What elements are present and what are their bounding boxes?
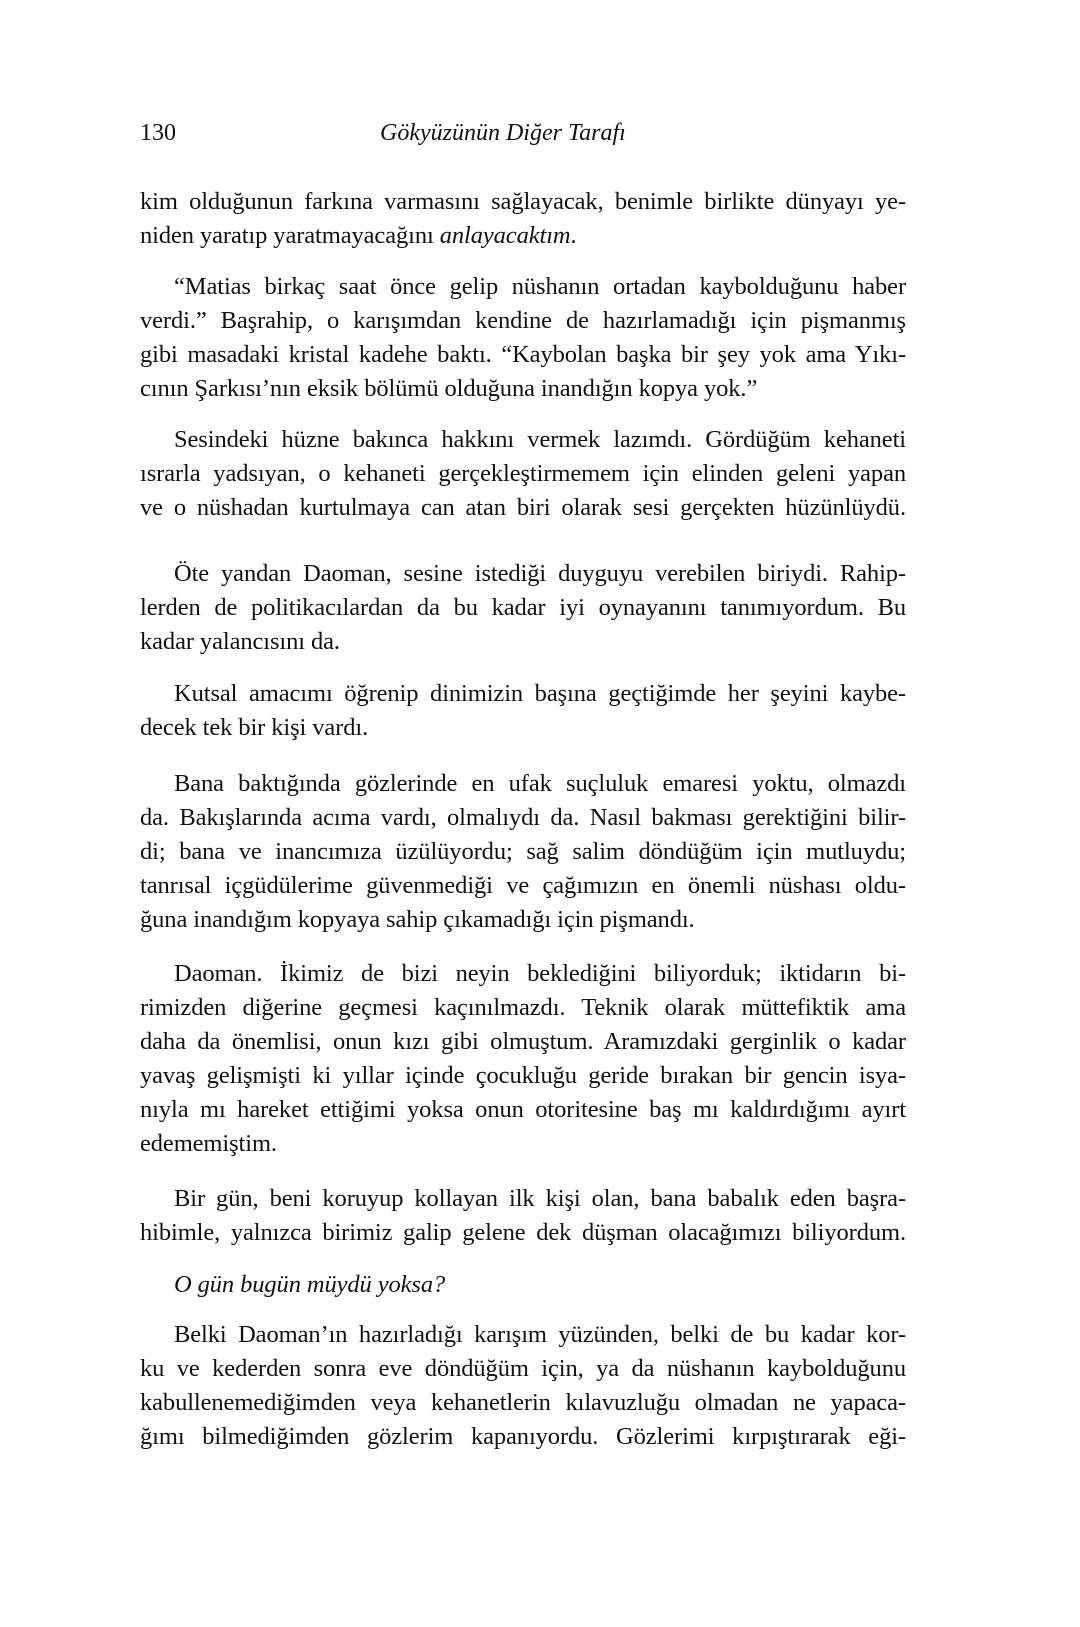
text-line: daha da önemlisi, onun kızı gibi olmuştum. Aramızdaki gerginlik o kadar	[140, 1028, 906, 1055]
text-line: Öte yandan Daoman, sesine istediği duyguyu verebilen biriydi. Rahip-	[174, 560, 906, 587]
running-header	[140, 113, 900, 153]
text-line: Daoman. İkimiz de bizi neyin beklediğini biliyorduk; iktidarın bi-	[174, 960, 906, 987]
text-line: Belki Daoman’ın hazırladığı karışım yüzünden, belki de bu kadar kor-	[174, 1321, 906, 1348]
text-line: verdi.” Başrahip, o karışımdan kendine de hazırlamadığı için pişmanmış	[140, 307, 906, 334]
text-line: lerden de politikacılardan da bu kadar iyi oynayanını tanımıyordum. Bu	[140, 594, 906, 621]
text-line: di; bana ve inancımıza üzülüyordu; sağ salim döndüğüm için mutluydu;	[140, 838, 906, 865]
text-line: edememiştim.	[140, 1130, 277, 1157]
italic-line: O gün bugün müydü yoksa?	[174, 1271, 446, 1298]
page-number: 130	[140, 120, 176, 146]
text-line: kim olduğunun farkına varmasını sağlayacak, benimle birlikte dünyayı ye-	[140, 188, 906, 215]
text-line: yavaş gelişmişti ki yıllar içinde çocukluğu geride bırakan bir gencin isya-	[140, 1062, 906, 1089]
text-line: ve o nüshadan kurtulmaya can atan biri olarak sesi gerçekten hüzünlüydü.	[140, 494, 906, 521]
text-line: ku ve kederden sonra eve döndüğüm için, ya da nüshanın kaybolduğunu	[140, 1355, 906, 1382]
text-line: da. Bakışlarında acıma vardı, olmalıydı da. Nasıl bakması gerektiğini bilir-	[140, 804, 906, 831]
text-line: tanrısal içgüdülerime güvenmediği ve çağımızın en önemli nüshası oldu-	[140, 872, 906, 899]
book-title: Gökyüzünün Diğer Tarafı	[380, 120, 626, 146]
text-line: kabullenemediğimden veya kehanetlerin kılavuzluğu olmadan ne yapaca-	[140, 1389, 906, 1416]
text-line: ısrarla yadsıyan, o kehaneti gerçekleştirmemem için elinden geleni yapan	[140, 460, 906, 487]
text-line: cının Şarkısı’nın eksik bölümü olduğuna inandığın kopya yok.”	[140, 375, 758, 402]
text-line: decek tek bir kişi vardı.	[140, 714, 369, 741]
text-line: ğuna inandığım kopyaya sahip çıkamadığı için pişmandı.	[140, 906, 695, 933]
text-line: rimizden diğerine geçmesi kaçınılmazdı. Teknik olarak müttefiktik ama	[140, 994, 906, 1021]
text-line: ğımı bilmediğimden gözlerim kapanıyordu. Gözlerimi kırpıştırarak eği-	[140, 1423, 906, 1450]
text-line: Bana baktığında gözlerinde en ufak suçluluk emaresi yoktu, olmazdı	[174, 770, 906, 797]
text-line	[140, 219, 906, 253]
text-line: Kutsal amacımı öğrenip dinimizin başına geçtiğimde her şeyini kaybe-	[174, 680, 906, 707]
text-line: “Matias birkaç saat önce gelip nüshanın ortadan kaybolduğunu haber	[174, 273, 906, 300]
text-line: Bir gün, beni koruyup kollayan ilk kişi olan, bana babalık eden başra-	[174, 1185, 906, 1212]
text-span: .	[570, 222, 577, 249]
italic-word: anlayacaktım	[439, 222, 571, 249]
text-line: kadar yalancısını da.	[140, 628, 340, 655]
text-line: hibimle, yalnızca birimiz galip gelene dek düşman olacağımızı biliyordum.	[140, 1219, 906, 1246]
text-line: nıyla mı hareket ettiğimi yoksa onun otoritesine baş mı kaldırdığımı ayırt	[140, 1096, 906, 1123]
text-span: niden yaratıp yaratmayacağını	[140, 222, 440, 249]
text-line: gibi masadaki kristal kadehe baktı. “Kaybolan başka bir şey yok ama Yıkı-	[140, 341, 906, 368]
text-line: Sesindeki hüzne bakınca hakkını vermek lazımdı. Gördüğüm kehaneti	[174, 426, 906, 453]
